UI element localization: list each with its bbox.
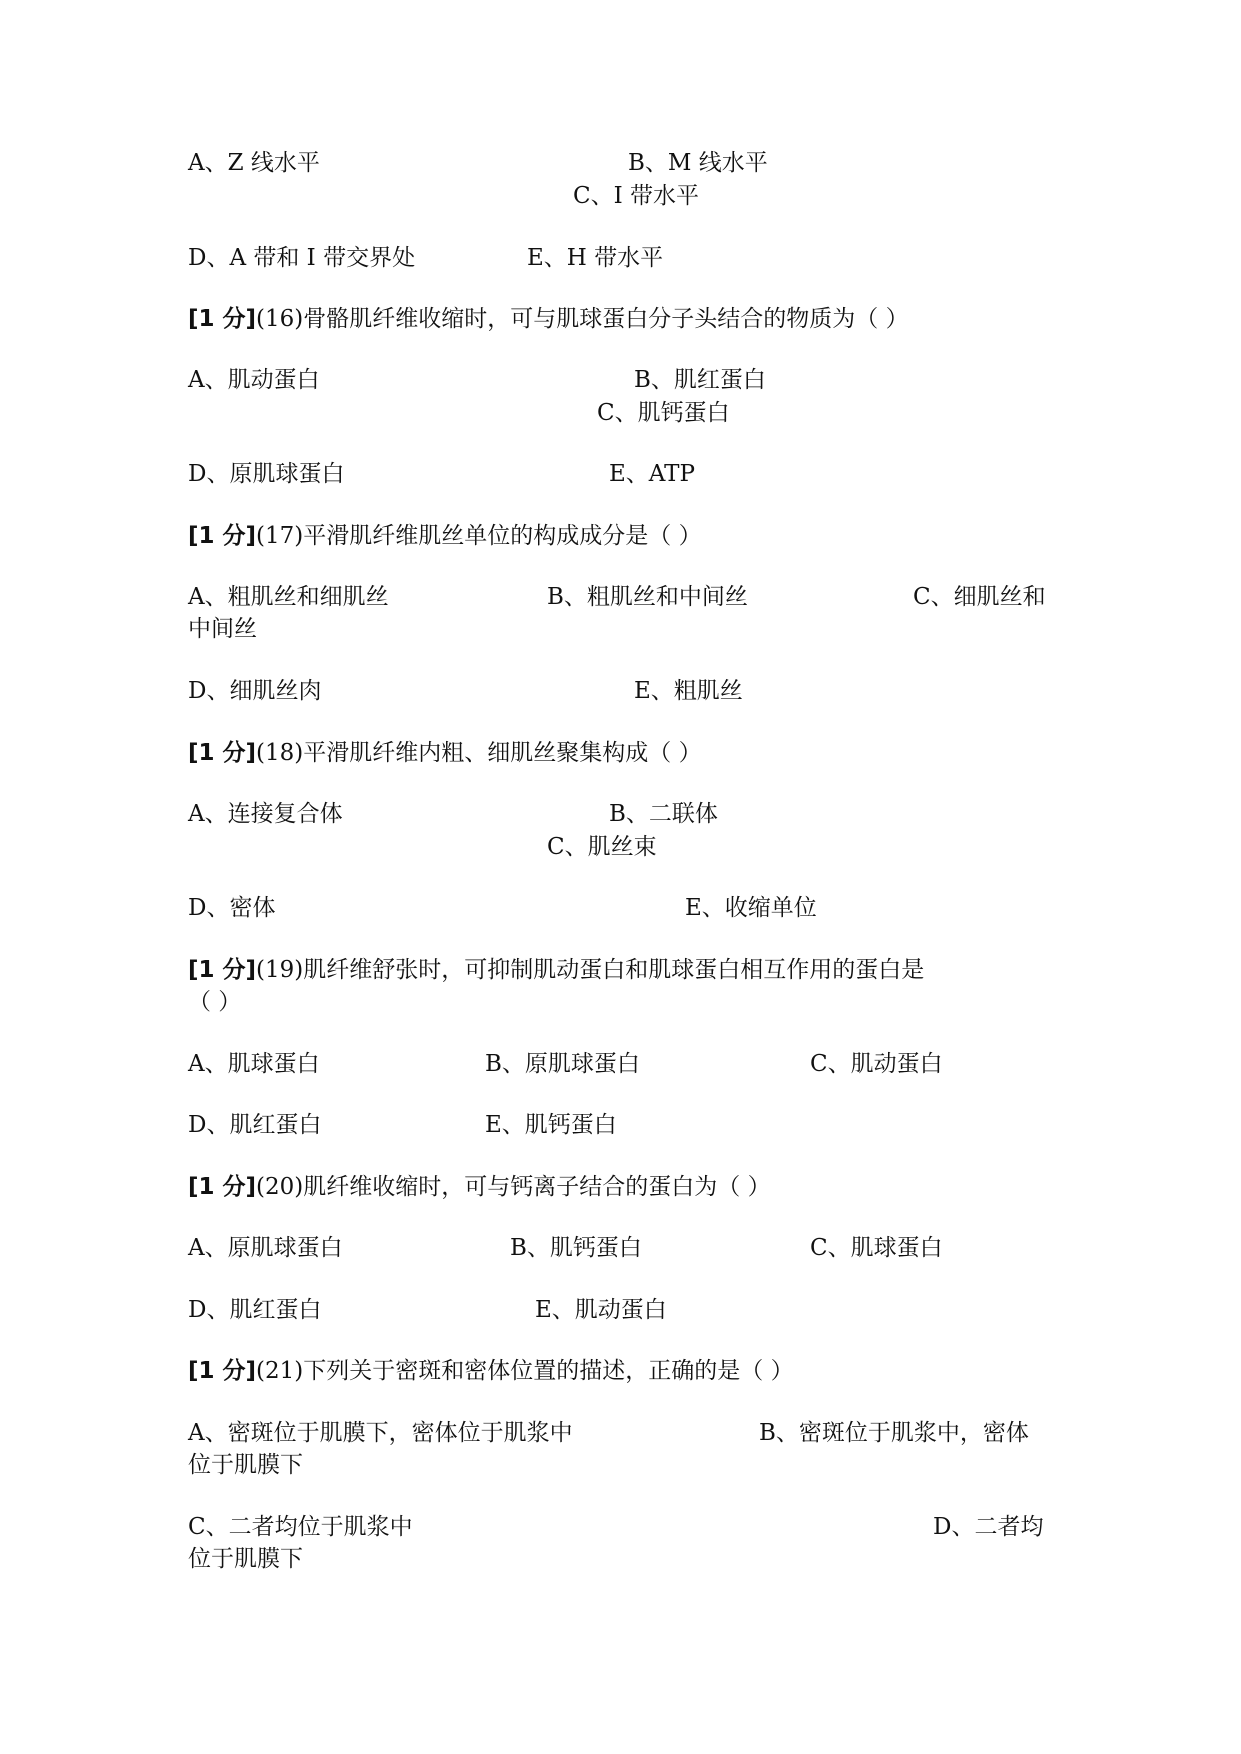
answer-option: E、H 带水平 (527, 245, 664, 271)
question-stem (188, 955, 924, 985)
question-text: (17)平滑肌纤维肌丝单位的构成成分是（ ） (256, 523, 702, 549)
question-score: [1 分] (188, 957, 257, 983)
answer-option: A、粗肌丝和细肌丝 (188, 584, 389, 610)
question-stem (188, 521, 702, 551)
question-score: [1 分] (188, 306, 257, 332)
answer-option: D、二者均 (933, 1514, 1044, 1540)
answer-option: C、二者均位于肌浆中 (188, 1514, 413, 1540)
question-text: (18)平滑肌纤维内粗、细肌丝聚集构成（ ） (256, 740, 702, 766)
answer-option: A、肌球蛋白 (188, 1051, 320, 1077)
answer-option: A、原肌球蛋白 (188, 1235, 343, 1261)
answer-option: B、密斑位于肌浆中，密体 (759, 1420, 1029, 1446)
question-stem (188, 738, 702, 768)
answer-option: C、肌动蛋白 (810, 1051, 943, 1077)
answer-option: E、ATP (609, 461, 695, 487)
answer-option: D、肌红蛋白 (188, 1297, 322, 1323)
question-text: (20)肌纤维收缩时，可与钙离子结合的蛋白为（ ） (256, 1174, 771, 1200)
answer-option: C、I 带水平 (573, 183, 699, 209)
answer-option: A、肌动蛋白 (188, 367, 320, 393)
answer-option: C、肌钙蛋白 (597, 400, 730, 426)
answer-option: （ ） (188, 989, 242, 1015)
answer-option: B、M 线水平 (628, 150, 768, 176)
answer-option: E、肌动蛋白 (535, 1297, 667, 1323)
answer-option: E、肌钙蛋白 (485, 1112, 617, 1138)
answer-option: B、肌钙蛋白 (510, 1235, 642, 1261)
answer-option: C、肌球蛋白 (810, 1235, 943, 1261)
answer-option: 位于肌膜下 (188, 1546, 303, 1572)
question-score: [1 分] (188, 740, 257, 766)
answer-option: C、细肌丝和 (913, 584, 1046, 610)
question-score: [1 分] (188, 523, 257, 549)
answer-option: D、原肌球蛋白 (188, 461, 345, 487)
answer-option: D、细肌丝肉 (188, 678, 322, 704)
question-stem (188, 1356, 794, 1386)
answer-option: 位于肌膜下 (188, 1452, 303, 1478)
question-text: (19)肌纤维舒张时，可抑制肌动蛋白和肌球蛋白相互作用的蛋白是 (256, 957, 925, 983)
answer-option: B、肌红蛋白 (634, 367, 766, 393)
answer-option: A、连接复合体 (188, 801, 343, 827)
answer-option: 中间丝 (188, 616, 257, 642)
answer-option: D、密体 (188, 895, 276, 921)
answer-option: A、密斑位于肌膜下，密体位于肌浆中 (188, 1420, 573, 1446)
answer-option: A、Z 线水平 (188, 150, 320, 176)
answer-option: D、A 带和 I 带交界处 (188, 245, 416, 271)
question-stem (188, 1172, 771, 1202)
question-text: (21)下列关于密斑和密体位置的描述，正确的是（ ） (256, 1358, 794, 1384)
question-stem (188, 304, 909, 334)
answer-option: E、粗肌丝 (634, 678, 743, 704)
answer-option: D、肌红蛋白 (188, 1112, 322, 1138)
answer-option: B、二联体 (609, 801, 718, 827)
answer-option: B、原肌球蛋白 (485, 1051, 640, 1077)
question-score: [1 分] (188, 1174, 257, 1200)
answer-option: E、收缩单位 (685, 895, 817, 921)
answer-option: C、肌丝束 (547, 834, 657, 860)
answer-option: B、粗肌丝和中间丝 (547, 584, 748, 610)
question-score: [1 分] (188, 1358, 257, 1384)
question-text: (16)骨骼肌纤维收缩时，可与肌球蛋白分子头结合的物质为（ ） (256, 306, 909, 332)
